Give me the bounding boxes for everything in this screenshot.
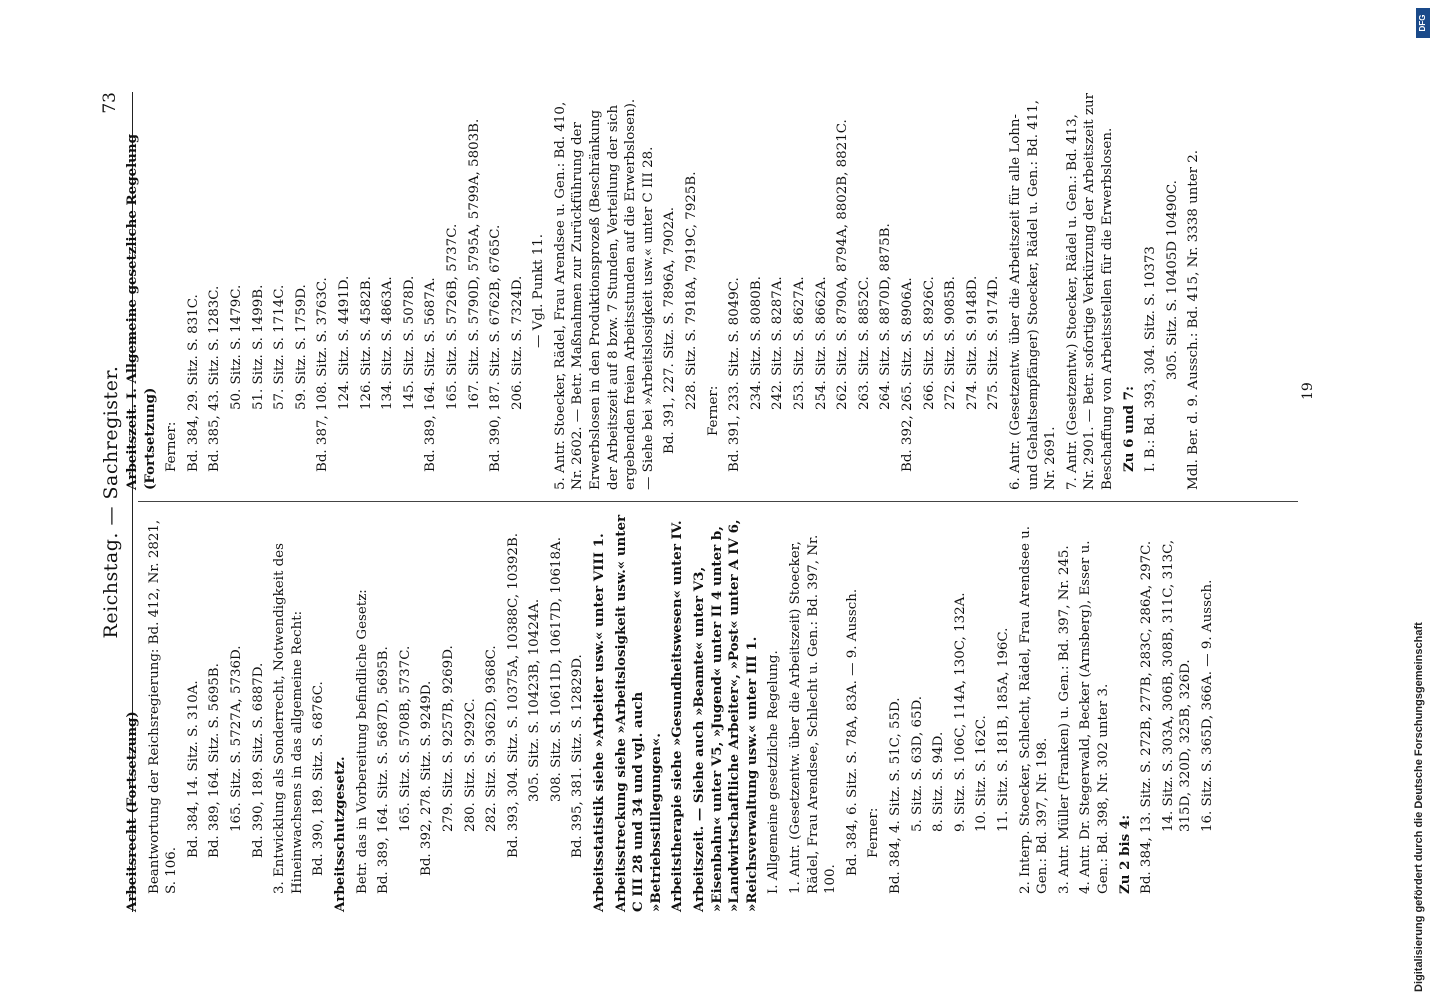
left-column-entry: Zu 2 bis 4: [1116,814,1133,894]
right-column-entry: 274. Sitz. S. 9148D. [964,275,980,410]
left-column-entry: I. Allgemeine gesetzliche Regelung. [766,650,782,894]
left-column-entry: 2. Interp. Stoecker, Schlecht, Rädel, Frau Arendsee u. Gen.: Bd. 397, Nr. 198. [1017,525,1051,894]
left-column-entry: Bd. 384, 4. Sitz. S. 51C, 55D. [887,697,903,894]
right-column-entry: I. B.: Bd. 393, 304. Sitz. S. 10373 [1143,246,1159,472]
right-column-entry: 59. Sitz. S. 1759D. [293,284,309,410]
left-column-entry: 9. Sitz. S. 106C, 114A, 130C, 132A. [952,592,968,832]
right-column-entry: 262. Sitz. S. 8790A, 8794A, 8802B, 8821C. [835,119,851,410]
left-column-entry: Bd. 395, 381. Sitz. S. 12829D. [570,654,586,858]
right-column-entry: 263. Sitz. S. 8852C. [856,276,872,410]
right-column-entry: 167. Sitz. S. 5790D, 5795A, 5799A, 5803B. [466,118,482,410]
right-column-entry: 272. Sitz. S. 9085B. [943,276,959,410]
right-column-entry: 264. Sitz. S. 8870D, 8875B. [878,223,894,410]
left-column-entry: Bd. 392, 278. Sitz. S. 9249D. [419,680,435,876]
right-column-entry: 50. Sitz. S. 1479C. [228,284,244,410]
right-column-entry: 134. Sitz. S. 4863A. [380,276,396,410]
right-column-entry: 5. Antr. Stoecker, Rädel, Frau Arendsee u. Gen.: Bd. 410, Nr. 2602. — Betr. Maßnahmen zur Zurückführung der Erwerbslosen in den Produktionsprozeß (Beschränkung der Arbeitszeit auf 8 bzw. 7 Stunden, Verteilung der sich ergebenden freien Arbeitsstunden auf die Erwerbslosen). — Siehe bei »Arbeitslosigkeit usw.« unter C III 28. [552,98,656,490]
left-column-entry: Arbeitszeit. — Siehe auch »Beamte« unter V3, »Eisenbahn« unter V5, »Jugend« unter II 4 unter b, »Landwirtschaftliche Arbeiter«, »Post« unter A IV 6, »Reichsverwaltung usw.« unter III 1. [691,519,760,912]
left-column-entry: 4. Antr. Dr. Stegerwald, Becker (Arnsberg), Esser u. Gen.: Bd. 398, Nr. 302 unter 3. [1078,540,1111,894]
right-column-entry: 242. Sitz. S. 8287A. [770,276,786,410]
left-column-entry: Arbeitsschutzgesetz. [331,756,348,912]
right-column [124,92,1207,490]
dfg-logo-text: DFG [1418,14,1427,32]
left-column-entry: Bd. 389, 164. Sitz. S. 5687D, 5695B. [376,646,392,894]
right-column-entry: Bd. 391, 227. Sitz. S. 7896A, 7902A. [662,207,678,454]
left-column-entry: Arbeitsstatistik siehe »Arbeiter usw.« unter VIII 1. [591,533,608,912]
left-column-entry: Bd. 384, 13. Sitz. S. 272B, 277B, 283C, 286A, 297C. [1139,540,1155,894]
left-column-entry: Bd. 390, 189. Sitz. S. 6887D. [250,662,266,858]
left-column-entry: 16. Sitz. S. 365D, 366A. — 9. Aussch. [1199,579,1215,832]
left-column-entry: 282. Sitz. S. 9362D, 9368C. [484,645,500,832]
left-column-entry: 165. Sitz. S. 5708B, 5737C. [397,645,413,832]
credit-text: Digitalisierung gefördert durch die Deutsche Forschungsgemeinschaft [1413,622,1425,992]
right-column-entry: Mdl. Ber. d. 9. Aussch.: Bd. 415, Nr. 3338 unter 2. [1186,149,1202,490]
right-column-entry: 57. Sitz. S. 1714C. [272,284,288,410]
left-column-entry: Beantwortung der Reichsregierung: Bd. 412, Nr. 2821, S. 106. [146,519,180,894]
left-column-entry: Bd. 384, 6. Sitz. S. 78A, 83A. — 9. Aussch. [844,588,860,876]
digitization-credit [1398,8,1428,992]
column-divider [138,501,1298,502]
left-column [124,514,1220,912]
left-column-entry: 5. Sitz. S. 63D, 65D. [909,695,925,832]
left-column-entry: 14. Sitz. S. 303A, 306B, 308B, 311C, 313C, 315D, 320D, 325B, 326D. [1160,539,1194,832]
right-column-entry: 254. Sitz. S. 8662A. [813,276,829,410]
right-column-entry: 6. Antr. (Gesetzentw. über die Arbeitszeit für alle Lohn- und Gehaltsempfänger) Stoecker, Rädel u. Gen.: Bd. 411, Nr. 2691. [1007,99,1059,490]
right-column-entry: Bd. 389, 164. Sitz. S. 5687A. [423,277,439,472]
right-column-entry: 275. Sitz. S. 9174D. [986,275,1002,410]
right-column-entry: 126. Sitz. S. 4582B. [358,276,374,410]
left-column-entry: 3. Entwicklung als Sonderrecht, Notwendigkeit des Hineinwachsens in das allgemeine Recht: [272,543,305,894]
page-header [100,92,126,912]
right-column-entry: Bd. 392, 265. Sitz. S. 8906A. [899,277,915,472]
left-column-entry: 8. Sitz. S. 94D. [931,731,947,832]
left-column-entry: Arbeitsstreckung siehe »Arbeitslosigkeit usw.« unter C III 28 und 34 und vgl. auch »Betriebsstillegungen«. [612,514,664,912]
right-column-entry: 234. Sitz. S. 8080B. [748,276,764,410]
right-column-entry: Arbeitszeit. I. Allgemeine gesetzliche Regelung (Fortsetzung) [124,133,158,490]
right-column-entry: 124. Sitz. S. 4491D. [336,275,352,410]
left-column-entry: Bd. 390, 189. Sitz. S. 6876C. [311,681,327,876]
running-head: Reichstag. — Sachregister. [100,365,122,639]
right-column-entry: Bd. 385, 43. Sitz. S. 1283C. [207,285,223,472]
right-column-entry: 206. Sitz. S. 7324D. [509,275,525,410]
left-column-entry: 3. Antr. Müller (Franken) u. Gen.: Bd. 397, Nr. 245. [1056,545,1072,894]
right-column-entry: 228. Sitz. S. 7918A, 7919C, 7925B. [684,171,700,410]
right-column-entry: 305. Sitz. S. 10405D 10490C. [1164,180,1180,380]
left-column-entry: Bd. 384, 14. Sitz. S. 310A. [185,680,201,858]
left-column-entry: 305. Sitz. S. 10423B, 10424A. [527,598,543,802]
right-column-entry: — Vgl. Punkt 11. [531,234,547,348]
left-column-entry: 165. Sitz. S. 5727A, 5736D. [228,645,244,832]
page-number: 73 [100,92,120,114]
right-column-entry: 51. Sitz. S. 1499B. [250,284,266,410]
folio-number: 19 [1300,382,1316,400]
right-column-entry: Bd. 390, 187. Sitz. S. 6762B, 6765C. [488,224,504,472]
right-column-entry: Bd. 391, 233. Sitz. S. 8049C. [727,277,743,472]
right-column-entry: Bd. 384, 29. Sitz. S. 831C. [185,294,201,472]
right-column-entry: Ferner: [164,421,180,472]
right-column-entry: 165. Sitz. S. 5726B, 5737C. [444,223,460,410]
left-column-entry: 280. Sitz. S. 9292C. [462,698,478,832]
left-column-entry: 11. Sitz. S. 181B, 185A, 196C. [995,627,1011,832]
left-column-entry: 10. Sitz. S. 162C. [974,715,990,832]
right-column-entry: 266. Sitz. S. 8926C. [921,276,937,410]
dfg-logo [1416,8,1430,38]
right-column-entry: 7. Antr. (Gesetzentw.) Stoecker, Rädel u. Gen.: Bd. 413, Nr. 2901. — Betr. sofortige Verkürzung der Arbeitszeit zur Beschaffung von Arbeitsstellen für die Erwerbslosen. [1064,92,1115,490]
right-column-entry: Bd. 387, 108. Sitz. S. 3763C. [315,277,331,472]
left-column-entry: 279. Sitz. S. 9257B, 9269D. [440,645,456,832]
left-column-entry: Arbeitsrecht (Fortsetzung) [124,711,140,912]
left-column-entry: Bd. 389, 164. Sitz. S. 5695B. [207,663,223,858]
right-column-entry: 145. Sitz. S. 5078D. [401,275,417,410]
right-column-entry: Ferner: [705,385,721,436]
left-column-entry: Bd. 393, 304. Sitz. S. 10375A, 10388C, 10392B. [505,532,521,858]
right-column-entry: 253. Sitz. S. 8627A. [792,276,807,410]
left-column-entry: 308. Sitz. S. 10611D, 10617D, 10618A. [548,537,564,802]
left-column-entry: Ferner: [866,807,882,858]
left-column-entry: Betr. das in Vorbereitung befindliche Gesetz: [354,589,370,894]
right-column-entry: Zu 6 und 7: [1120,386,1137,472]
left-column-entry: 1. Antr. (Gesetzentw. über die Arbeitszeit) Stoecker, Rädel, Frau Arendsee, Schlecht u. Gen.: Bd. 397, Nr. 100. [788,534,839,894]
left-column-entry: Arbeitstherapie siehe »Gesundheitswesen« unter IV. [669,520,686,912]
